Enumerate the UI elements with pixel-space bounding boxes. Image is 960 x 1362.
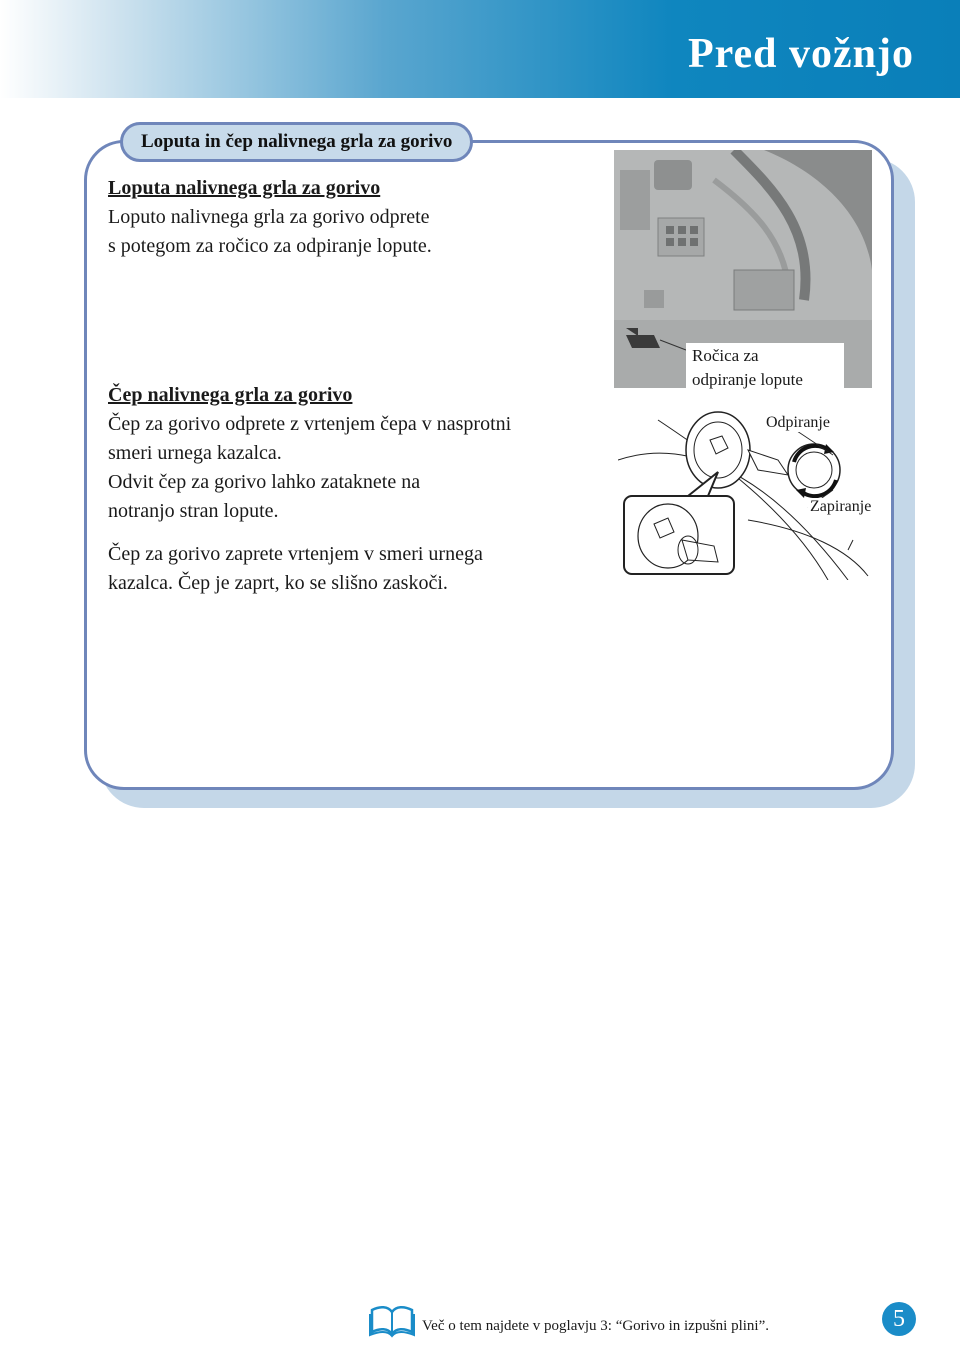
- body-text: smeri urnega kazalca.: [108, 442, 282, 464]
- lever-callout: [686, 343, 844, 393]
- page-title: Pred vožnjo: [687, 31, 914, 77]
- lever-callout-line: Ročica za: [692, 346, 759, 365]
- page-number-badge: 5: [882, 1302, 916, 1336]
- body-text: s potegom za ročico za odpiranje lopute.: [108, 235, 432, 257]
- body-text: notranjo stran lopute.: [108, 500, 279, 522]
- body-text: Odvit čep za gorivo lahko zataknete na: [108, 471, 421, 493]
- body-text: Čep za gorivo odprete z vrtenjem čepa v nasprotni: [108, 413, 512, 435]
- body-text: Čep za gorivo zaprete vrtenjem v smeri urnega: [108, 543, 483, 565]
- body-text: Loputo nalivnega grla za gorivo odprete: [108, 206, 430, 228]
- footer-text: Več o tem najdete v poglavju 3: “Gorivo in izpušni plini”.: [422, 1318, 770, 1334]
- footer-reference: [368, 1304, 928, 1344]
- section-fuel-lid: [108, 174, 588, 261]
- page-header: [0, 0, 960, 98]
- panel-tab-label: Loputa in čep nalivnega grla za gorivo: [120, 122, 473, 162]
- section-fuel-cap: [108, 381, 588, 598]
- open-label: Odpiranje: [766, 414, 830, 431]
- fuel-cap-diagram: [618, 400, 888, 580]
- close-label: Zapiranje: [810, 498, 872, 515]
- lever-callout-line: odpiranje lopute: [692, 370, 803, 389]
- section-heading: Čep nalivnega grla za gorivo: [108, 384, 353, 406]
- body-text: kazalca. Čep je zaprt, ko se slišno zaskoči.: [108, 572, 448, 594]
- section-heading: Loputa nalivnega grla za gorivo: [108, 177, 381, 199]
- book-icon: [368, 1304, 416, 1338]
